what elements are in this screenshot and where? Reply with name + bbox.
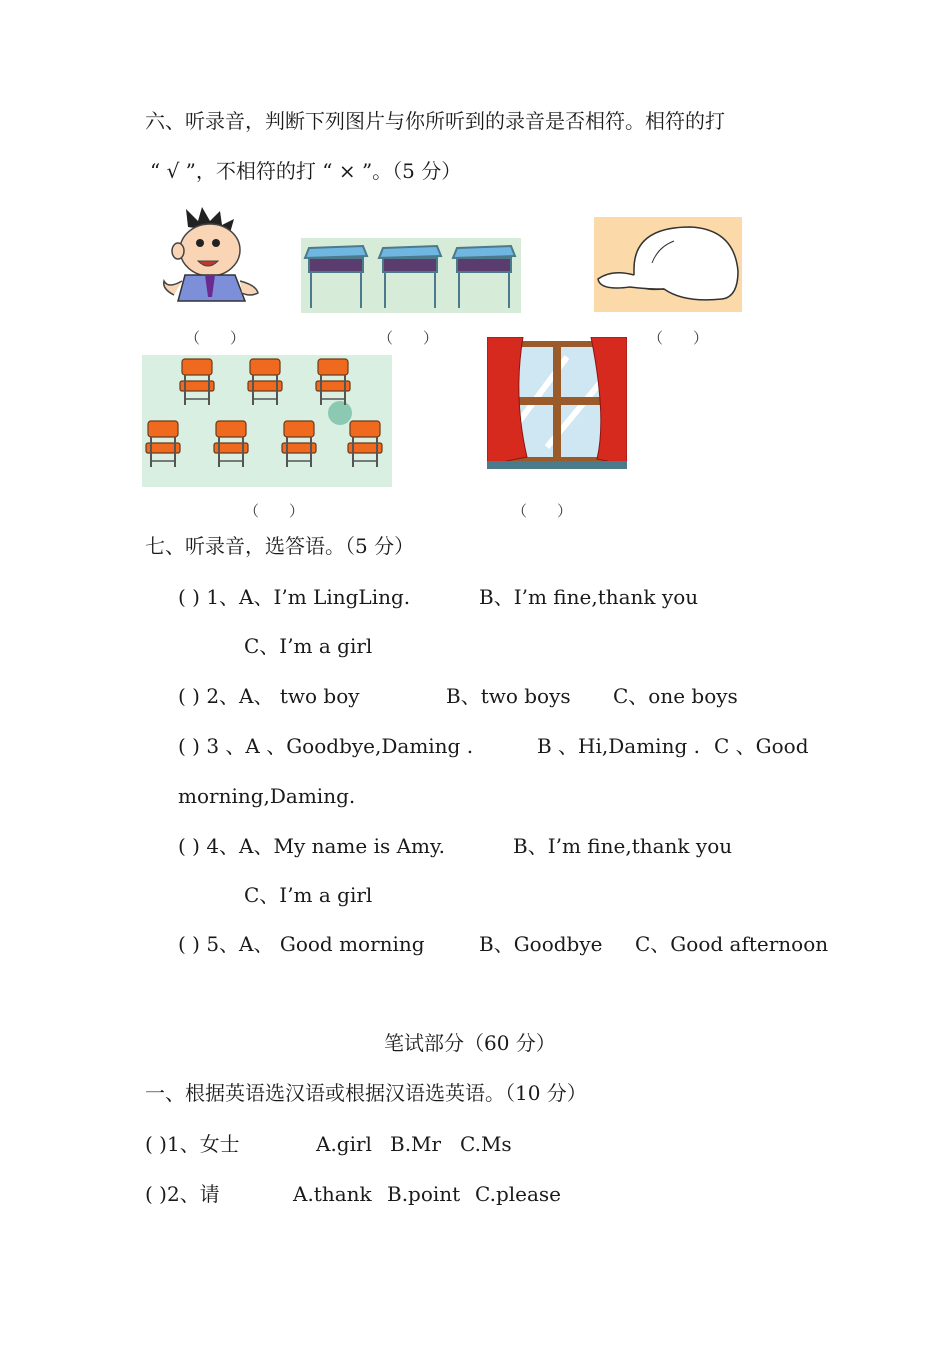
q1-option-b: B、I’m fine,thank you (479, 585, 699, 609)
answer-blank: （ ） (244, 502, 305, 520)
q1-option-a: ( ) 1、A、I’m LingLing. (178, 585, 411, 609)
answer-blank: （ ） (512, 502, 573, 520)
chairs-icon (142, 355, 392, 487)
w-q2-option-a: A.thank (293, 1182, 372, 1206)
section7-title: 七、听录音，选答语。（5 分） (145, 534, 415, 558)
q4-option-a: ( ) 4、A、My name is Amy. (178, 834, 446, 858)
section6-instruction-line2: “ √ ”，不相符的打 “ × ”。（5 分） (150, 159, 462, 183)
desks-icon (301, 238, 521, 313)
q4-option-b: B、I’m fine,thank you (513, 834, 733, 858)
q2-option-b: B、two boys (446, 684, 571, 708)
w-q1-option-c: C.Ms (460, 1132, 512, 1156)
section6-instruction-line1: 六、听录音，判断下列图片与你所听到的录音是否相符。相符的打 (145, 109, 725, 133)
answer-blank: （ ） (378, 329, 439, 347)
cap-icon (594, 217, 742, 312)
w-q2-option-b: B.point (387, 1182, 461, 1206)
q5-option-b: B、Goodbye (479, 932, 603, 956)
q4-option-c: C、I’m a girl (244, 883, 373, 907)
w-q2-prompt: ( )2、请 (145, 1182, 220, 1206)
w-q1-option-b: B.Mr (390, 1132, 442, 1156)
q3-option-c-continued: morning,Daming. (178, 784, 356, 808)
q5-option-c: C、Good afternoon (635, 932, 829, 956)
w-q1-option-a: A.girl (316, 1132, 372, 1156)
answer-blank: （ ） (185, 329, 246, 347)
q2-option-a: ( ) 2、A、 two boy (178, 684, 360, 708)
written-part1-title: 一、根据英语选汉语或根据汉语选英语。（10 分） (145, 1081, 587, 1105)
q3-option-b: B 、Hi,Daming . (537, 734, 700, 758)
written-part-heading: 笔试部分（60 分） (384, 1031, 556, 1055)
w-q1-prompt: ( )1、女士 (145, 1132, 240, 1156)
q3-option-a: ( ) 3 、A 、Goodbye,Daming . (178, 734, 474, 758)
window-icon (487, 337, 627, 471)
boy-icon (160, 205, 265, 305)
q3-option-c: C 、Good (714, 734, 809, 758)
q1-option-c: C、I’m a girl (244, 634, 373, 658)
w-q2-option-c: C.please (475, 1182, 562, 1206)
q5-option-a: ( ) 5、A、 Good morning (178, 932, 425, 956)
q2-option-c: C、one boys (613, 684, 738, 708)
answer-blank: （ ） (648, 329, 709, 347)
